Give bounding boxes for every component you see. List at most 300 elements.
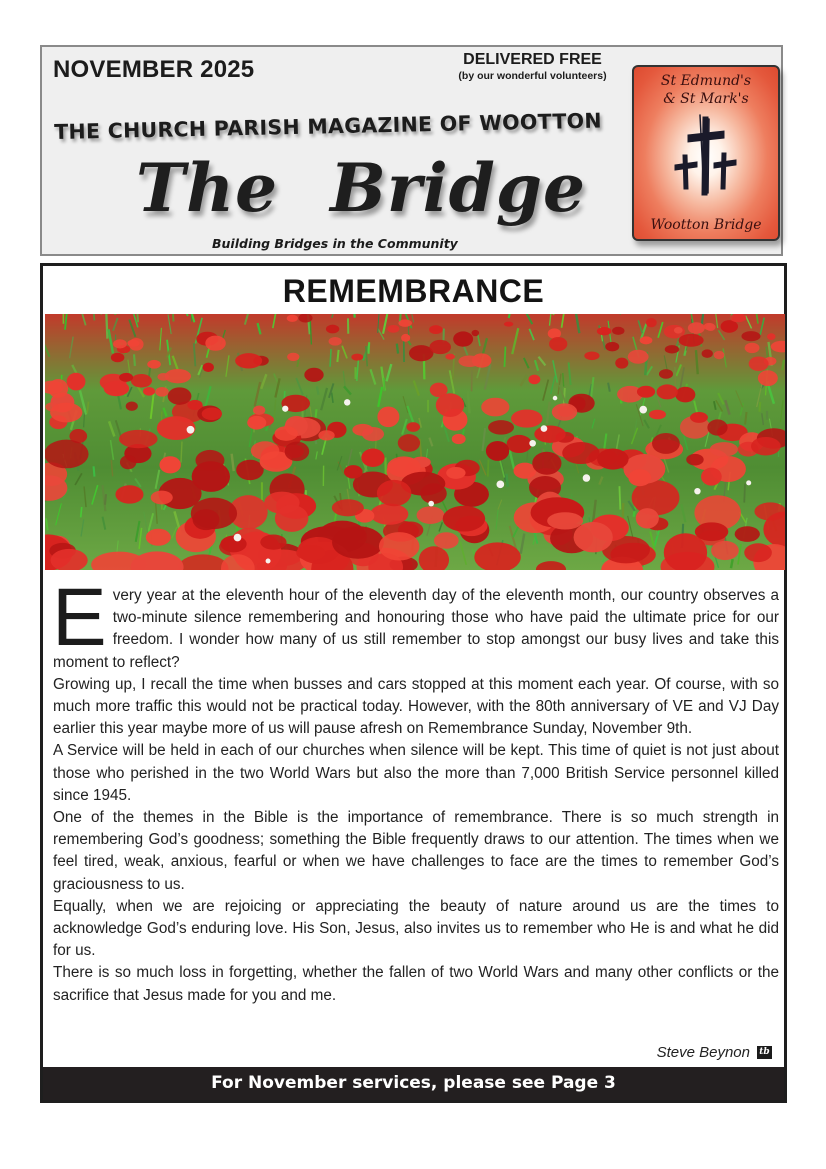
poppy-flower [445, 354, 455, 360]
grass-blade [139, 528, 141, 549]
author-signature-icon: tb [757, 1046, 772, 1059]
grass-blade [317, 386, 319, 394]
grass-blade [760, 318, 764, 335]
grass-blade [232, 454, 234, 471]
daisy-flower [529, 440, 536, 447]
grass-blade [569, 362, 571, 385]
grass-blade [344, 386, 351, 394]
grass-blade [134, 354, 135, 366]
poppy-flower [370, 503, 408, 524]
grass-blade [205, 386, 210, 407]
poppy-flower [652, 433, 680, 454]
grass-blade [464, 345, 468, 355]
grass-blade [512, 328, 518, 354]
poppy-flower [50, 403, 82, 423]
poppy-flower [534, 425, 565, 442]
poppy-flower [285, 442, 310, 461]
grass-blade [716, 314, 718, 328]
grass-blade [84, 486, 86, 507]
grass-blade [343, 371, 345, 387]
poppy-flower [287, 353, 299, 361]
poppy-flower [236, 460, 264, 480]
poppy-flower [754, 502, 785, 520]
grass-blade [479, 460, 486, 476]
grass-blade [111, 460, 112, 476]
grass-blade [156, 470, 160, 489]
masthead [40, 45, 783, 256]
poppy-flower [714, 351, 725, 359]
magazine-label: THE CHURCH PARISH MAGAZINE OF WOOTTON [54, 108, 603, 144]
poppy-flower [646, 318, 657, 327]
poppy-flower [202, 407, 222, 420]
poppy-flower [296, 545, 325, 561]
poppy-flower [157, 373, 169, 381]
poppy-flower [45, 440, 89, 469]
grass-blade [762, 413, 764, 425]
grass-blade [442, 500, 447, 512]
poppy-flower [434, 532, 459, 548]
grass-blade [337, 350, 338, 362]
poppy-flower [113, 339, 127, 348]
grass-blade [75, 473, 82, 485]
poppy-flower [151, 491, 173, 505]
grass-blade [136, 314, 138, 322]
poppy-field-illustration [45, 314, 785, 570]
poppy-flower [657, 384, 678, 399]
grass-blade [696, 350, 698, 374]
daisy-flower [639, 406, 647, 414]
poppy-flower [203, 363, 214, 372]
poppy-field-image [45, 314, 785, 570]
poppy-flower [143, 387, 155, 396]
author-byline: Steve Beynon [656, 1044, 750, 1061]
poppy-flower [615, 358, 628, 369]
poppy-flower [649, 410, 666, 420]
grass-blade [738, 544, 741, 564]
grass-blade [781, 400, 783, 422]
poppy-flower [628, 469, 651, 486]
grass-blade [255, 382, 261, 407]
poppy-flower [532, 452, 561, 475]
grass-blade [332, 393, 333, 403]
poppy-flower [326, 325, 339, 334]
grass-blade [136, 521, 140, 542]
grass-blade [194, 343, 196, 366]
grass-blade [718, 330, 724, 340]
grass-blade [562, 314, 565, 328]
grass-blade [129, 320, 135, 337]
grass-blade [106, 314, 107, 339]
daisy-flower [234, 534, 242, 542]
poppy-flower [504, 322, 513, 327]
grass-blade [620, 314, 627, 315]
poppy-flower [205, 336, 226, 351]
grass-blade [558, 374, 561, 395]
poppy-flower [679, 334, 704, 347]
poppy-flower [472, 330, 480, 336]
grass-blade [181, 442, 182, 463]
poppy-flower [377, 407, 399, 428]
grass-blade [592, 419, 595, 429]
poppy-flower [597, 449, 629, 470]
daisy-flower [694, 488, 700, 494]
grass-blade [369, 342, 370, 354]
grass-blade [316, 451, 317, 459]
grass-blade [723, 348, 726, 367]
grass-blade [744, 483, 745, 502]
article [40, 263, 787, 1103]
daisy-flower [583, 474, 591, 482]
grass-blade [144, 512, 148, 535]
poppy-flower [318, 430, 334, 440]
grass-blade [638, 320, 642, 333]
poppy-flower [332, 499, 364, 516]
grass-blade [553, 314, 558, 315]
grass-blade [135, 478, 141, 486]
poppy-flower [235, 353, 262, 368]
grass-blade [332, 314, 336, 318]
grass-blade [529, 329, 534, 340]
parish-logo [632, 65, 780, 241]
article-headline: REMEMBRANCE [282, 273, 545, 309]
grass-blade [397, 344, 398, 354]
drop-cap: E [52, 572, 107, 663]
poppy-flower [771, 341, 785, 353]
grass-blade [718, 393, 723, 405]
poppy-flower [474, 542, 520, 570]
grass-blade [321, 388, 327, 410]
grass-blade [183, 314, 188, 316]
grass-blade [513, 526, 519, 538]
poppy-flower [701, 468, 722, 486]
three-crosses-icon [670, 113, 742, 199]
grass-blade [370, 369, 375, 384]
poppy-flower [584, 351, 599, 360]
poppy-flower [401, 334, 410, 342]
grass-blade [87, 402, 88, 414]
grass-blade [72, 365, 76, 373]
grass-blade [509, 314, 513, 318]
daisy-flower [282, 406, 288, 412]
grass-blade [547, 402, 550, 424]
grass-blade [563, 373, 564, 387]
poppy-flower [398, 319, 412, 326]
delivered-note: (by our wonderful volunteers) [458, 70, 607, 82]
poppy-flower [695, 522, 728, 541]
poppy-flower [547, 512, 583, 529]
poppy-flower [304, 368, 323, 382]
poppy-flower [488, 420, 514, 434]
grass-blade [94, 466, 95, 476]
poppy-flower [735, 526, 760, 542]
poppy-flower [536, 561, 566, 570]
delivered-free-notice [440, 51, 625, 82]
poppy-flower [379, 532, 420, 560]
grass-blade [429, 438, 432, 447]
grass-blade [407, 406, 413, 424]
grass-blade [46, 518, 48, 530]
grass-blade [113, 318, 118, 331]
grass-blade [725, 400, 729, 414]
poppy-flower [119, 373, 133, 382]
article-paragraph-1: Every year at the eleventh hour of the eleventh day of the eleventh month, our country observes a two-minute silence remembering and honouring those who have paid the ultimate price for our freedom. I wonder how many of us still remember to stop amongst our busy lives and take this moment to reflect? [52, 572, 779, 671]
grass-blade [172, 314, 174, 322]
poppy-flower [511, 409, 542, 427]
grass-blade [310, 319, 311, 345]
grass-blade [485, 364, 491, 389]
grass-blade [500, 458, 505, 477]
poppy-flower [452, 434, 466, 444]
poppy-flower [707, 419, 727, 435]
grass-blade [274, 400, 276, 423]
grass-blade [498, 500, 502, 510]
poppy-flower [146, 529, 171, 546]
grass-blade [387, 364, 392, 381]
grass-blade [92, 485, 98, 504]
grass-blade [168, 314, 171, 334]
poppy-flower [690, 412, 708, 423]
grass-blade [766, 347, 767, 359]
logo-line-1: St Edmund's [660, 73, 752, 89]
grass-blade [103, 517, 106, 530]
grass-blade [65, 314, 67, 330]
poppy-flower [329, 337, 342, 346]
poppy-flower [628, 350, 649, 364]
poppy-flower [104, 381, 129, 396]
poppy-flower [187, 400, 202, 410]
poppy-flower [429, 340, 451, 354]
poppy-flower [659, 369, 673, 379]
poppy-flower [147, 360, 161, 369]
logo-line-2: & St Mark's [663, 91, 749, 107]
grass-blade [460, 542, 466, 565]
grass-blade [160, 328, 162, 350]
daisy-flower [496, 481, 504, 489]
poppy-flower [702, 349, 713, 358]
poppy-flower [253, 406, 265, 415]
grass-blade [549, 314, 552, 326]
grass-blade [599, 477, 602, 485]
poppy-flower [758, 370, 778, 386]
grass-blade [296, 378, 303, 395]
grass-blade [80, 314, 86, 325]
grass-blade [342, 346, 347, 359]
poppy-flower [637, 386, 655, 398]
poppy-flower [749, 356, 769, 371]
grass-blade [249, 428, 252, 447]
grass-blade [105, 494, 106, 505]
grass-blade [551, 376, 555, 394]
poppy-flower [507, 435, 532, 453]
poppy-flower [192, 461, 230, 492]
poppy-flower [287, 315, 298, 322]
grass-blade [468, 390, 470, 413]
poppy-flower [220, 536, 246, 553]
poppy-flower [706, 323, 716, 331]
poppy-flower [562, 442, 599, 464]
poppy-flower [605, 342, 619, 352]
article-body [52, 572, 779, 1007]
grass-blade [488, 460, 489, 477]
poppy-flower [131, 551, 184, 570]
article-paragraph-3: A Service will be held in each of our churches when silence will be kept. This time of quiet is not just about those who perished in the two World Wars but also the more than 7,000 British Service personnel killed since 1945. [53, 742, 779, 804]
grass-blade [745, 412, 746, 425]
poppy-flower [111, 353, 125, 363]
grass-blade [496, 510, 498, 530]
logo-line-3: Wootton Bridge [650, 217, 762, 233]
grass-blade [608, 383, 610, 392]
poppy-flower [686, 454, 703, 466]
grass-blade [759, 402, 760, 412]
grass-blade [736, 390, 743, 407]
grass-blade [151, 393, 154, 419]
poppy-flower [744, 543, 772, 562]
grass-blade [128, 360, 130, 373]
poppy-flower [767, 333, 775, 340]
grass-blade [681, 504, 685, 522]
poppy-flower [711, 541, 739, 560]
poppy-flower [351, 354, 363, 361]
grass-blade [526, 314, 532, 324]
poppy-flower [552, 403, 577, 420]
grass-blade [357, 359, 359, 381]
grass-blade [439, 522, 442, 531]
grass-blade [93, 314, 94, 320]
poppy-flower [710, 442, 738, 456]
daisy-flower [428, 501, 434, 507]
grass-blade [81, 519, 84, 536]
article-paragraph-2: Growing up, I recall the time when busses and cars stopped at this moment each year. Of course, with so much more traffic this would not be practical today. However, with the 80th anniversary of VE and VJ Day earlier this year maybe more of us will pause afresh on Remembrance Sunday, November 9th. [53, 675, 779, 738]
poppy-flower [275, 505, 309, 532]
grass-blade [81, 507, 82, 517]
article-paragraph-6: There is so much loss in forgetting, whether the fallen of two World Wars and many other conflicts or the sacrifice that Jesus made for you and me. [53, 964, 779, 1004]
grass-blade [378, 387, 382, 407]
grass-blade [575, 314, 579, 333]
poppy-flower [48, 379, 68, 398]
poppy-flower [127, 340, 139, 347]
poppy-flower [67, 373, 86, 391]
grass-blade [245, 314, 249, 325]
poppy-flower [528, 375, 540, 385]
poppy-flower [574, 522, 613, 552]
poppy-flower [665, 345, 680, 353]
article-paragraph-5: Equally, when we are rejoicing or appreciating the beauty of nature around us are the times to acknowledge God’s enduring love. His Son, Jesus, also invites us to remember who He is and what he did for us. [53, 897, 779, 960]
delivered-title: DELIVERED FREE [463, 51, 602, 68]
poppy-flower [344, 465, 363, 478]
poppy-flower [429, 325, 443, 334]
poppy-flower [362, 427, 384, 441]
poppy-flower [115, 485, 143, 503]
poppy-flower [247, 416, 266, 430]
poppy-flower [688, 322, 705, 334]
grass-blade [414, 380, 419, 395]
grass-blade [70, 337, 74, 359]
poppy-flower [361, 449, 384, 467]
grass-blade [383, 314, 387, 334]
poppy-flower [332, 526, 384, 559]
grass-blade [330, 349, 331, 367]
grass-blade [619, 486, 620, 509]
grass-blade [353, 314, 355, 318]
tagline: Building Bridges in the Community [212, 236, 458, 251]
services-footer-banner: For November services, please see Page 3 [43, 1067, 784, 1100]
grass-blade [112, 314, 115, 315]
grass-blade [109, 421, 114, 436]
grass-blade [226, 355, 229, 377]
poppy-flower [178, 554, 229, 570]
poppy-flower [120, 455, 136, 469]
grass-blade [746, 316, 752, 329]
magazine-title: The Bridge [136, 149, 586, 227]
grass-blade [504, 347, 505, 367]
issue-date: NOVEMBER 2025 [53, 56, 255, 83]
poppy-flower [741, 331, 760, 341]
poppy-flower [597, 327, 612, 335]
grass-blade [45, 343, 50, 357]
poppy-flower [430, 383, 448, 397]
poppy-flower [486, 441, 509, 461]
daisy-flower [187, 426, 195, 434]
grass-blade [482, 428, 485, 451]
grass-blade [521, 534, 525, 554]
poppy-flower [751, 437, 781, 456]
poppy-flower [193, 509, 220, 530]
grass-blade [273, 314, 277, 328]
grass-blade [676, 364, 681, 376]
daisy-flower [344, 399, 350, 405]
grass-blade [163, 408, 166, 417]
grass-blade [402, 419, 407, 435]
grass-blade [755, 314, 758, 324]
grass-blade [506, 474, 507, 487]
grass-blade [714, 401, 716, 410]
grass-blade [521, 375, 527, 386]
poppy-flower [458, 355, 480, 367]
poppy-flower [446, 467, 465, 479]
grass-blade [56, 503, 62, 525]
grass-blade [261, 374, 266, 389]
poppy-flower [674, 327, 683, 334]
grass-blade [111, 440, 114, 460]
poppy-flower [387, 325, 399, 333]
poppy-flower [131, 374, 152, 388]
poppy-flower [453, 331, 473, 346]
grass-blade [109, 329, 114, 353]
poppy-flower [417, 506, 445, 524]
poppy-flower [398, 434, 420, 452]
grass-blade [538, 357, 545, 366]
grass-blade [731, 559, 733, 568]
grass-blade [658, 322, 663, 338]
grass-blade [173, 356, 178, 370]
daisy-flower [553, 396, 558, 401]
poppy-flower [406, 422, 420, 432]
article-paragraph-4: One of the themes in the Bible is the importance of remembrance. There is so much strength in remembering God’s goodness; something the Bible frequently draws to our attention. The times when we feel tired, weak, anxious, fearful or when we have challenges to face are the times to remember God’s graciousness to us. [53, 809, 779, 893]
grass-blade [524, 358, 529, 368]
grass-blade [535, 360, 538, 371]
poppy-flower [443, 506, 485, 532]
poppy-flower [675, 387, 695, 403]
grass-blade [403, 396, 408, 413]
poppy-flower [155, 387, 169, 397]
poppy-flower [640, 336, 653, 344]
grass-blade [644, 420, 649, 428]
poppy-flower [481, 398, 509, 417]
grass-blade [591, 377, 594, 399]
grass-blade [646, 366, 652, 375]
poppy-flower [636, 508, 659, 528]
poppy-flower [159, 456, 180, 473]
